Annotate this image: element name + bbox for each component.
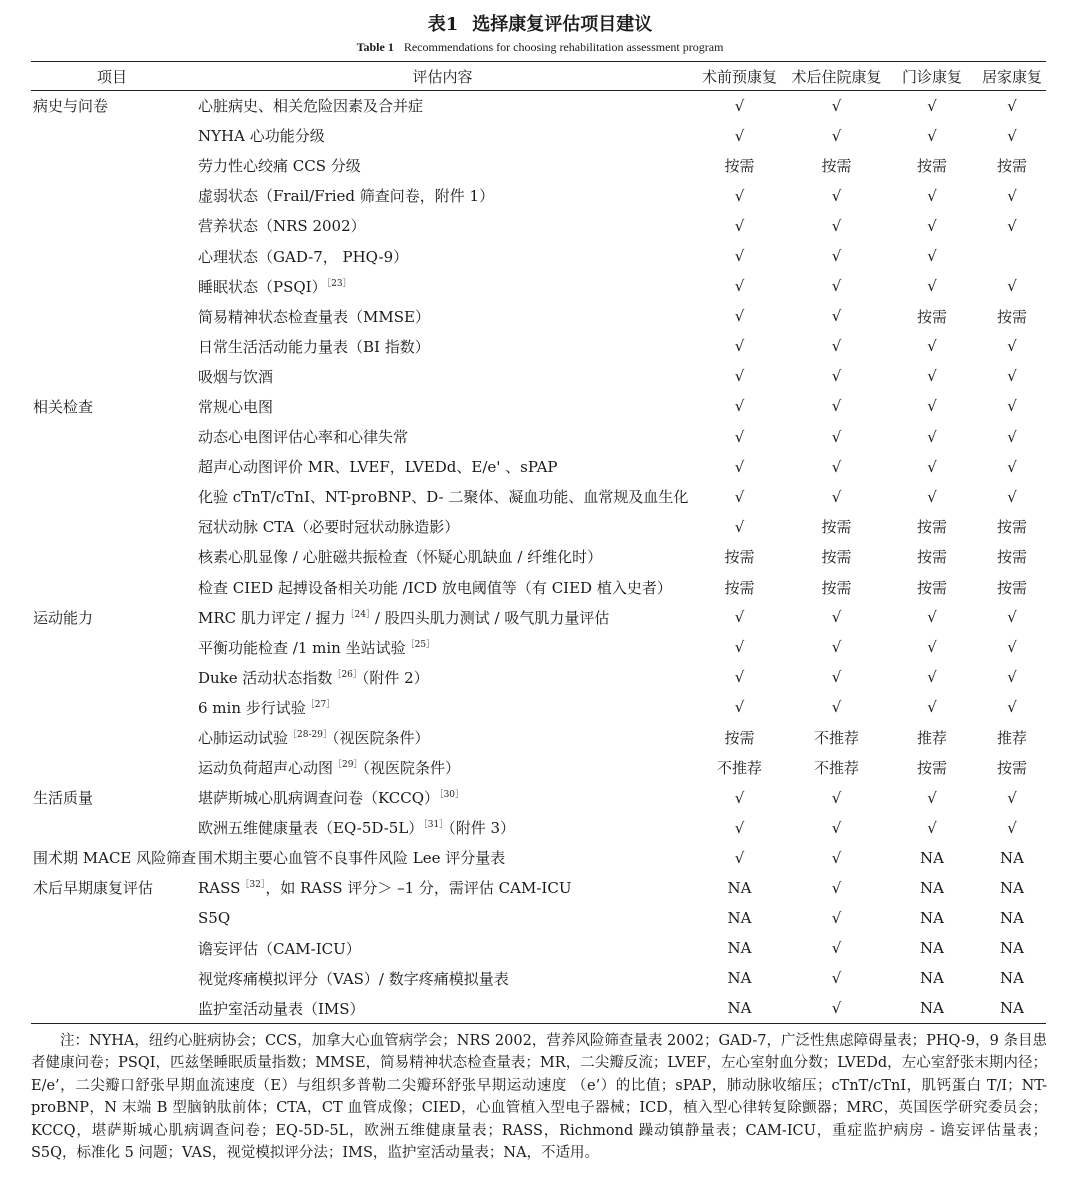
row-assessment-content <box>193 361 692 391</box>
recommendation-home: √ <box>1007 367 1017 386</box>
assessment-text-suffix: （视医院条件） <box>362 759 460 778</box>
recommendation-home: 按需 <box>996 518 1027 537</box>
row-assessment-content <box>193 963 692 993</box>
recommendation-preop: NA <box>727 969 752 988</box>
assessment-text: 动态心电图评估心率和心律失常 <box>198 428 409 447</box>
recommendation-postop-inpatient: √ <box>831 608 842 627</box>
row-assessment-content <box>193 512 692 542</box>
recommendation-postop-inpatient: 按需 <box>821 157 852 176</box>
recommendation-postop-inpatient: √ <box>831 427 842 446</box>
recommendation-outpatient: √ <box>927 247 937 266</box>
assessment-text: 检查 CIED 起搏设备相关功能 /ICD 放电阈值等（有 CIED 植入史者） <box>198 578 672 597</box>
row-category <box>31 271 193 301</box>
recommendation-outpatient: √ <box>927 818 937 837</box>
recommendation-preop: √ <box>734 186 745 205</box>
recommendation-outpatient: √ <box>927 277 937 296</box>
recommendation-outpatient: 按需 <box>916 518 947 537</box>
recommendation-preop: √ <box>734 247 745 266</box>
table-row <box>31 181 1046 211</box>
assessment-text: 虚弱状态（Frail/Fried 筛查问卷，附件 1） <box>198 187 495 206</box>
table-row <box>31 662 1046 692</box>
recommendation-preop: √ <box>734 367 745 386</box>
table-row <box>31 422 1046 452</box>
recommendation-postop-inpatient: 不推荐 <box>813 759 859 778</box>
row-category <box>31 121 193 151</box>
recommendation-preop: NA <box>727 939 752 958</box>
assessment-text: NYHA 心功能分级 <box>198 127 325 146</box>
recommendation-postop-inpatient: √ <box>831 939 842 958</box>
row-category <box>31 241 193 271</box>
table-row <box>31 813 1046 843</box>
recommendation-outpatient: 推荐 <box>916 729 947 748</box>
assessment-text: 欧洲五维健康量表（EQ-5D-5L） <box>198 819 424 838</box>
assessment-text: 核素心肌显像 / 心脏磁共振检查（怀疑心肌缺血 / 纤维化时） <box>198 548 603 567</box>
recommendation-preop: √ <box>734 638 745 657</box>
recommendation-preop: 不推荐 <box>716 759 762 778</box>
recommendation-outpatient: √ <box>927 427 937 446</box>
recommendation-postop-inpatient: √ <box>831 457 842 476</box>
recommendation-preop: √ <box>734 788 745 807</box>
recommendation-home: NA <box>1000 909 1024 928</box>
row-category <box>31 151 193 181</box>
recommendation-home: √ <box>1007 457 1017 476</box>
table-row <box>31 91 1046 121</box>
row-assessment-content <box>193 662 692 692</box>
recommendation-preop: √ <box>734 126 745 145</box>
row-assessment-content <box>193 121 692 151</box>
assessment-text: 日常生活活动能力量表（BI 指数） <box>198 337 430 356</box>
row-assessment-content <box>193 542 692 572</box>
header-category: 项目 <box>31 62 193 91</box>
row-category: 运动能力 <box>33 608 94 627</box>
recommendation-home: √ <box>1007 186 1017 205</box>
row-assessment-content <box>193 391 692 421</box>
row-category <box>31 301 193 331</box>
table-row <box>31 211 1046 241</box>
table-number: 表1 <box>427 14 459 35</box>
recommendation-postop-inpatient: √ <box>831 878 842 897</box>
recommendation-outpatient: NA <box>920 909 944 928</box>
assessment-text: 6 min 步行试验 <box>198 698 306 717</box>
table-header-row <box>31 62 1046 91</box>
assessment-text: 运动负荷超声心动图 <box>198 759 334 778</box>
recommendation-postop-inpatient: √ <box>831 247 842 266</box>
recommendation-preop: √ <box>734 487 745 506</box>
table-row <box>31 151 1046 181</box>
table-row <box>31 963 1046 993</box>
row-category <box>31 753 193 783</box>
table-row <box>31 452 1046 482</box>
recommendation-outpatient: √ <box>927 367 937 386</box>
recommendation-postop-inpatient: √ <box>831 307 842 326</box>
row-assessment-content <box>193 331 692 361</box>
table-row <box>31 692 1046 722</box>
recommendation-postop-inpatient: 按需 <box>821 578 852 597</box>
row-category <box>31 903 193 933</box>
row-assessment-content <box>193 843 692 873</box>
row-category <box>31 963 193 993</box>
recommendation-home: 按需 <box>996 548 1027 567</box>
row-category <box>31 813 193 843</box>
recommendation-outpatient: √ <box>927 608 937 627</box>
recommendation-outpatient: NA <box>920 969 944 988</box>
assessment-text: 常规心电图 <box>198 397 274 416</box>
recommendation-outpatient: NA <box>886 993 978 1023</box>
recommendation-home: 按需 <box>996 307 1027 326</box>
recommendation-postop-inpatient: √ <box>831 638 842 657</box>
header-home: 居家康复 <box>978 62 1046 91</box>
table-row <box>31 331 1046 361</box>
table-row <box>31 933 1046 963</box>
recommendation-outpatient: 按需 <box>916 759 947 778</box>
recommendation-preop: √ <box>734 818 745 837</box>
row-category <box>31 542 193 572</box>
reference-marker: ［28-29］ <box>288 730 332 741</box>
row-assessment-content <box>193 422 692 452</box>
table-row <box>31 542 1046 572</box>
assessment-text: 化验 cTnT/cTnI、NT-proBNP、D- 二聚体、凝血功能、血常规及血生化 <box>198 488 689 507</box>
header-outpatient: 门诊康复 <box>886 62 978 91</box>
recommendation-preop: √ <box>734 457 745 476</box>
recommendation-preop: √ <box>734 848 745 867</box>
recommendation-outpatient: √ <box>927 487 937 506</box>
row-assessment-content <box>193 602 692 632</box>
recommendation-preop: √ <box>734 337 745 356</box>
recommendation-outpatient: √ <box>927 96 937 115</box>
recommendation-home: NA <box>1000 939 1024 958</box>
row-assessment-content <box>193 482 692 512</box>
table-row <box>31 121 1046 151</box>
table-row <box>31 512 1046 542</box>
table-row <box>31 572 1046 602</box>
reference-marker: ［25］ <box>405 639 436 650</box>
recommendation-home: √ <box>1007 668 1017 687</box>
row-assessment-content <box>193 783 692 813</box>
recommendation-postop-inpatient: √ <box>831 216 842 235</box>
recommendation-preop: NA <box>692 993 787 1023</box>
recommendation-outpatient: 按需 <box>916 157 947 176</box>
recommendation-preop: √ <box>734 608 745 627</box>
table-row <box>31 783 1046 813</box>
row-assessment-content <box>193 211 692 241</box>
table-row <box>31 632 1046 662</box>
table-subtitle-label: Table 1 <box>356 40 394 54</box>
recommendation-postop-inpatient: √ <box>831 337 842 356</box>
row-category <box>31 692 193 722</box>
recommendation-preop: √ <box>734 307 745 326</box>
recommendation-home: 按需 <box>996 759 1027 778</box>
assessment-text: 冠状动脉 CTA（必要时冠状动脉造影） <box>198 518 460 537</box>
recommendation-postop-inpatient: √ <box>831 367 842 386</box>
row-category <box>31 181 193 211</box>
row-assessment-content <box>193 452 692 482</box>
recommendation-outpatient: √ <box>927 337 937 356</box>
recommendation-preop: 按需 <box>724 157 755 176</box>
assessment-text-suffix: （视医院条件） <box>331 729 430 748</box>
table-subtitle <box>0 40 1080 55</box>
recommendation-home: √ <box>1007 698 1017 717</box>
table-row <box>31 361 1046 391</box>
recommendation-home: √ <box>1007 788 1017 807</box>
row-category <box>31 632 193 662</box>
recommendation-home: √ <box>1007 487 1017 506</box>
recommendation-outpatient: NA <box>920 939 944 958</box>
recommendation-home: √ <box>1007 397 1017 416</box>
row-category <box>31 211 193 241</box>
table-footnote: 注：NYHA，纽约心脏病协会；CCS，加拿大心血管病学会；NRS 2002，营养风险筛查量表 2002；GAD-7，广泛性焦虑障碍量表；PHQ-9，9 条目患者健康问卷；PSQI，匹兹堡睡眠质量指数；MMSE，简易精神状态检查量表；MR，二尖瓣反流；LVEF，左心室射血分数；LVEDd，左心室舒张末期内径；E/e’，二尖瓣口舒张早期血流速度（E）与组织多普勒二尖瓣环舒张早期运动速度 （e’）的比值；sPAP，肺动脉收缩压；cTnT/cTnI，肌钙蛋白 T/I；NT-proBNP，N 末端 B 型脑钠肽前体；CTA，CT 血管成像；CIED，心血管植入型电子器械；ICD，植入型心律转复除颤器；MRC，英国医学研究委员会；KCCQ，堪萨斯城心肌病调查问卷；EQ-5D-5L，欧洲五维健康量表；RASS，Richmond 躁动镇静量表；CAM-ICU，重症监护病房 - 谵妄评估量表；S5Q，标准化 5 问题；VAS，视觉模拟评分法；IMS，监护室活动量表；NA，不适用。 <box>31 1033 1047 1162</box>
recommendation-outpatient: √ <box>927 216 937 235</box>
row-assessment-content <box>193 993 692 1023</box>
row-category <box>31 722 193 752</box>
reference-marker: ［30］ <box>439 790 465 801</box>
recommendation-postop-inpatient: √ <box>831 969 842 988</box>
row-assessment-content <box>193 632 692 662</box>
recommendation-preop: √ <box>734 698 745 717</box>
recommendation-postop-inpatient: √ <box>831 277 842 296</box>
row-category <box>31 452 193 482</box>
recommendation-postop-inpatient: √ <box>831 818 842 837</box>
recommendation-outpatient: √ <box>927 788 937 807</box>
recommendation-postop-inpatient: √ <box>831 698 842 717</box>
recommendation-home: NA <box>1000 848 1024 867</box>
table-row <box>31 271 1046 301</box>
recommendation-postop-inpatient: √ <box>831 788 842 807</box>
recommendation-preop: √ <box>734 397 745 416</box>
row-category <box>31 331 193 361</box>
assessment-text: S5Q <box>198 909 231 928</box>
assessment-text: 围术期主要心血管不良事件风险 Lee 评分量表 <box>198 849 506 868</box>
assessment-text: 简易精神状态检查量表（MMSE） <box>198 307 430 326</box>
row-assessment-content <box>193 722 692 752</box>
table-row <box>31 301 1046 331</box>
row-assessment-content <box>193 903 692 933</box>
recommendation-outpatient: √ <box>927 126 937 145</box>
table-row <box>31 722 1046 752</box>
assessment-text: 堪萨斯城心肌病调查问卷（KCCQ） <box>198 789 440 808</box>
recommendation-preop: √ <box>734 517 745 536</box>
assessment-text-suffix: ，如 RASS 评分＞ –1 分，需评估 CAM-ICU <box>265 879 572 898</box>
recommendation-home: √ <box>1007 818 1017 837</box>
recommendation-preop: √ <box>734 668 745 687</box>
recommendation-home: √ <box>1007 427 1017 446</box>
header-content: 评估内容 <box>193 62 692 91</box>
recommendation-home: √ <box>1007 337 1017 356</box>
table-subtitle-text: Recommendations for choosing rehabilitation assessment program <box>403 40 724 54</box>
recommendation-home: 推荐 <box>996 729 1027 748</box>
row-category: 生活质量 <box>33 789 94 808</box>
reference-marker: ［24］ <box>345 609 375 620</box>
recommendation-outpatient: 按需 <box>916 307 947 326</box>
recommendation-outpatient: NA <box>920 878 944 897</box>
assessment-text: RASS <box>198 879 241 898</box>
assessment-text-suffix: （附件 3） <box>448 819 516 838</box>
recommendation-home: NA <box>1000 878 1024 897</box>
table-row <box>31 482 1046 512</box>
assessment-text: 睡眠状态（PSQI） <box>198 277 327 296</box>
recommendation-outpatient: √ <box>927 638 937 657</box>
assessment-text: 心理状态（GAD-7， PHQ-9） <box>198 247 409 266</box>
row-category <box>31 512 193 542</box>
row-assessment-content <box>193 933 692 963</box>
recommendation-postop-inpatient: √ <box>831 186 842 205</box>
recommendation-outpatient: √ <box>927 397 937 416</box>
table-body <box>31 91 1046 1024</box>
table-title-text: 选择康复评估项目建议 <box>472 14 653 35</box>
recommendation-preop: 按需 <box>724 729 755 748</box>
header-preop: 术前预康复 <box>692 62 787 91</box>
row-category: 围术期 MACE 风险筛查 <box>33 849 197 868</box>
recommendation-home: √ <box>1007 216 1017 235</box>
row-category: 病史与问卷 <box>33 97 109 116</box>
recommendation-outpatient: √ <box>927 698 937 717</box>
row-category <box>31 482 193 512</box>
recommendation-postop-inpatient: √ <box>831 487 842 506</box>
recommendation-home: NA <box>1000 969 1024 988</box>
recommendation-preop: 按需 <box>724 578 755 597</box>
table-row <box>31 602 1046 632</box>
assessment-text: Duke 活动状态指数 <box>198 668 333 687</box>
recommendation-home: √ <box>1007 277 1017 296</box>
assessment-text: 心脏病史、相关危险因素及合并症 <box>198 97 424 116</box>
recommendation-preop: √ <box>734 96 745 115</box>
assessment-text-suffix: （附件 2） <box>361 668 429 687</box>
assessment-text: 超声心动图评价 MR、LVEF，LVEDd、E/e' 、sPAP <box>198 458 558 477</box>
table-row <box>31 903 1046 933</box>
recommendation-home: NA <box>978 993 1046 1023</box>
recommendation-postop-inpatient: √ <box>831 909 842 928</box>
row-category <box>31 993 193 1023</box>
row-assessment-content <box>193 753 692 783</box>
recommendation-preop: NA <box>727 909 752 928</box>
header-postop-inpatient: 术后住院康复 <box>787 62 886 91</box>
recommendation-postop-inpatient: √ <box>831 668 842 687</box>
recommendation-outpatient: √ <box>927 457 937 476</box>
row-assessment-content <box>193 241 692 271</box>
row-assessment-content <box>193 813 692 843</box>
assessment-text: 吸烟与饮酒 <box>198 367 274 386</box>
assessment-text: 劳力性心绞痛 CCS 分级 <box>198 157 361 176</box>
table-row <box>31 241 1046 271</box>
table-row <box>31 391 1046 421</box>
reference-marker: ［27］ <box>305 699 336 710</box>
assessment-text: 平衡功能检查 /1 min 坐站试验 <box>198 638 406 657</box>
assessment-text: 谵妄评估（CAM-ICU） <box>198 939 361 958</box>
row-assessment-content <box>193 271 692 301</box>
table-row <box>31 993 1046 1023</box>
row-assessment-content <box>193 151 692 181</box>
recommendation-preop: √ <box>734 216 745 235</box>
recommendation-home: √ <box>1007 608 1017 627</box>
row-assessment-content <box>193 181 692 211</box>
row-assessment-content <box>193 572 692 602</box>
recommendation-home: √ <box>1007 638 1017 657</box>
recommendation-home: √ <box>1007 126 1017 145</box>
reference-marker: ［32］ <box>240 880 266 891</box>
assessment-text: 监护室活动量表（IMS） <box>198 999 365 1018</box>
table-row <box>31 873 1046 903</box>
recommendation-outpatient: NA <box>920 848 944 867</box>
recommendation-outpatient: 按需 <box>916 548 947 567</box>
row-category: 术后早期康复评估 <box>33 879 154 898</box>
recommendation-home: 按需 <box>996 578 1027 597</box>
assessment-text: MRC 肌力评定 / 握力 <box>198 608 346 627</box>
recommendation-home: 按需 <box>996 157 1027 176</box>
recommendation-outpatient: 按需 <box>916 578 947 597</box>
recommendation-outpatient: √ <box>927 668 937 687</box>
reference-marker: ［26］ <box>332 669 362 680</box>
recommendation-postop-inpatient: 按需 <box>821 518 852 537</box>
recommendation-home <box>978 241 1046 271</box>
recommendation-preop: 按需 <box>724 548 755 567</box>
recommendation-postop-inpatient: 按需 <box>821 548 852 567</box>
table-title <box>0 10 1080 36</box>
assessment-text: 营养状态（NRS 2002） <box>198 217 366 236</box>
row-assessment-content <box>193 301 692 331</box>
reference-marker: ［31］ <box>423 820 449 831</box>
assessment-text: 视觉疼痛模拟评分（VAS）/ 数字疼痛模拟量表 <box>198 969 509 988</box>
recommendation-postop-inpatient: 不推荐 <box>813 729 859 748</box>
recommendation-home: √ <box>1007 96 1017 115</box>
recommendation-postop-inpatient: √ <box>831 96 842 115</box>
assessment-table <box>31 61 1046 1024</box>
recommendation-postop-inpatient: √ <box>831 848 842 867</box>
recommendation-preop: NA <box>727 878 752 897</box>
recommendation-postop-inpatient: √ <box>831 397 842 416</box>
row-category <box>31 572 193 602</box>
table-row <box>31 753 1046 783</box>
recommendation-outpatient: √ <box>927 186 937 205</box>
reference-marker: ［29］ <box>333 760 363 771</box>
row-category <box>31 361 193 391</box>
row-assessment-content <box>193 91 692 121</box>
table-row <box>31 843 1046 873</box>
assessment-text-suffix: / 股四头肌力测试 / 吸气肌力量评估 <box>374 608 610 627</box>
row-category: 相关检查 <box>33 397 94 416</box>
recommendation-preop: √ <box>734 277 745 296</box>
recommendation-preop: √ <box>734 427 745 446</box>
reference-marker: ［23］ <box>326 278 352 289</box>
row-category <box>31 662 193 692</box>
recommendation-postop-inpatient: √ <box>831 126 842 145</box>
row-category <box>31 933 193 963</box>
row-category <box>31 422 193 452</box>
row-assessment-content <box>193 692 692 722</box>
row-assessment-content <box>193 873 692 903</box>
assessment-text: 心肺运动试验 <box>198 729 289 748</box>
recommendation-postop-inpatient: √ <box>787 993 886 1023</box>
